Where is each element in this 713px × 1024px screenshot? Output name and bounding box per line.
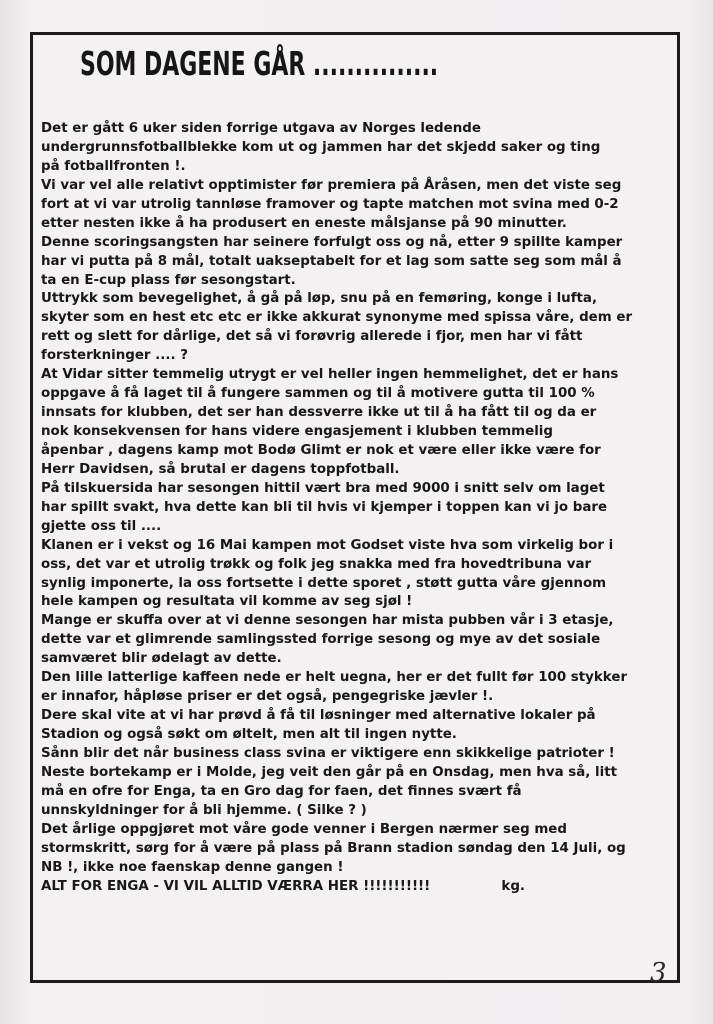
body-line: undergrunnsfotballblekke kom ut og jammen har det skjedd saker og ting — [41, 139, 601, 155]
body-line: ta en E-cup plass før sesongstart. — [41, 272, 296, 288]
body-line: Den lille latterlige kaffeen nede er helt uegna, her er det fullt før 100 stykker — [41, 670, 628, 686]
body-line: må en ofre for Enga, ta en Gro dag for faen, det finnes svært få — [41, 783, 522, 799]
body-line: gjette oss til .... — [41, 518, 162, 534]
body-line: På tilskuersida har sesongen hittil vært bra med 9000 i snitt selv om laget — [41, 480, 605, 496]
body-line: stormskritt, sørg for å være på plass på Brann stadion søndag den 14 Juli, og — [41, 840, 626, 856]
body-line: Herr Davidsen, så brutal er dagens toppfotball. — [41, 461, 400, 477]
body-line: etter nesten ikke å ha produsert en eneste målsjanse på 90 minutter. — [41, 215, 567, 231]
body-line: dette var et glimrende samlingssted forrige sesong og mye av det sosiale — [41, 632, 601, 648]
article-body — [41, 120, 651, 896]
body-line: nok konsekvensen for hans videre engasjement i klubben temmelig — [41, 424, 553, 439]
page-number: 3 — [650, 958, 667, 988]
body-line: innsats for klubben, det ser han dessverre ikke ut til å ha fått til og da er — [41, 405, 597, 421]
body-line: er innafor, håpløse priser er det også, pengegriske jævler !. — [41, 689, 494, 705]
body-line: skyter som en hest etc etc er ikke akkurat synonyme med spissa våre, dem er — [41, 310, 633, 326]
body-line: unnskyldninger for å bli hjemme. ( Silke ? ) — [41, 802, 367, 818]
body-line: har spillt svakt, hva dette kan bli til hvis vi kjemper i toppen kan vi jo bare — [41, 499, 608, 515]
body-line: forsterkninger .... ? — [41, 348, 188, 364]
body-line: Klanen er i vekst og 16 Mai kampen mot Godset viste hva som virkelig bor i — [41, 537, 614, 553]
body-line: Dere skal vite at vi har prøvd å få til løsninger med alternative lokaler på — [41, 708, 596, 724]
article-title: SOM DAGENE GÅR ............... — [80, 44, 439, 83]
body-line: oss, det var et utrolig trøkk og folk jeg snakka med fra hovedtribuna var — [41, 556, 592, 572]
body-line: på fotballfronten !. — [41, 158, 186, 174]
body-line: Vi var vel alle relativt opptimister før premiera på Åråsen, men det viste seg — [41, 177, 622, 193]
body-line: har vi putta på 8 mål, totalt uakseptabelt for et lag som satte seg som mål å — [41, 253, 622, 269]
body-line: synlig imponerte, la oss fortsette i dette sporet , støtt gutta våre gjennom — [41, 575, 607, 591]
body-line: rett og slett for dårlige, det så vi forøvrig allerede i fjor, men har vi fått — [41, 329, 583, 345]
body-line: Det årlige oppgjøret mot våre gode venner i Bergen nærmer seg med — [41, 821, 567, 837]
body-line: Neste bortekamp er i Molde, jeg veit den går på en Onsdag, men hva så, litt — [41, 764, 618, 780]
body-line: Mange er skuffa over at vi denne sesongen har mista pubben vår i 3 etasje, — [41, 613, 614, 629]
closing-line-row — [41, 878, 525, 897]
body-line: Denne scoringsangsten har seinere forfulgt oss og nå, etter 9 spillte kamper — [41, 234, 623, 250]
body-line: samværet blir ødelagt av dette. — [41, 651, 282, 667]
body-line: oppgave å få laget til å fungere sammen og til å motivere gutta til 100 % — [41, 386, 595, 402]
body-line: At Vidar sitter temmelig utrygt er vel heller ingen hemmelighet, det er hans — [41, 367, 619, 383]
body-line: Uttrykk som bevegelighet, å gå på løp, snu på en femøring, konge i lufta, — [41, 291, 598, 307]
body-line: NB !, ikke noe faenskap denne gangen ! — [41, 859, 344, 875]
closing-slogan: ALT FOR ENGA - VI VIL ALLTID VÆRRA HER !!!!!!!!!!! — [41, 878, 431, 894]
body-line: Det er gått 6 uker siden forrige utgava av Norges ledende — [41, 121, 481, 136]
body-line: Stadion og også søkt om øltelt, men alt til ingen nytte. — [41, 727, 457, 742]
body-line: fort at vi var utrolig tannløse framover og tapte matchen mot svina med 0-2 — [41, 196, 619, 212]
author-signature: kg. — [501, 878, 525, 894]
body-line: Sånn blir det når business class svina er viktigere enn skikkelige patrioter ! — [41, 745, 615, 761]
body-line: hele kampen og resultata vil komme av seg sjøl ! — [41, 594, 413, 610]
body-line: åpenbar , dagens kamp mot Bodø Glimt er nok et være eller ikke være for — [41, 442, 601, 458]
